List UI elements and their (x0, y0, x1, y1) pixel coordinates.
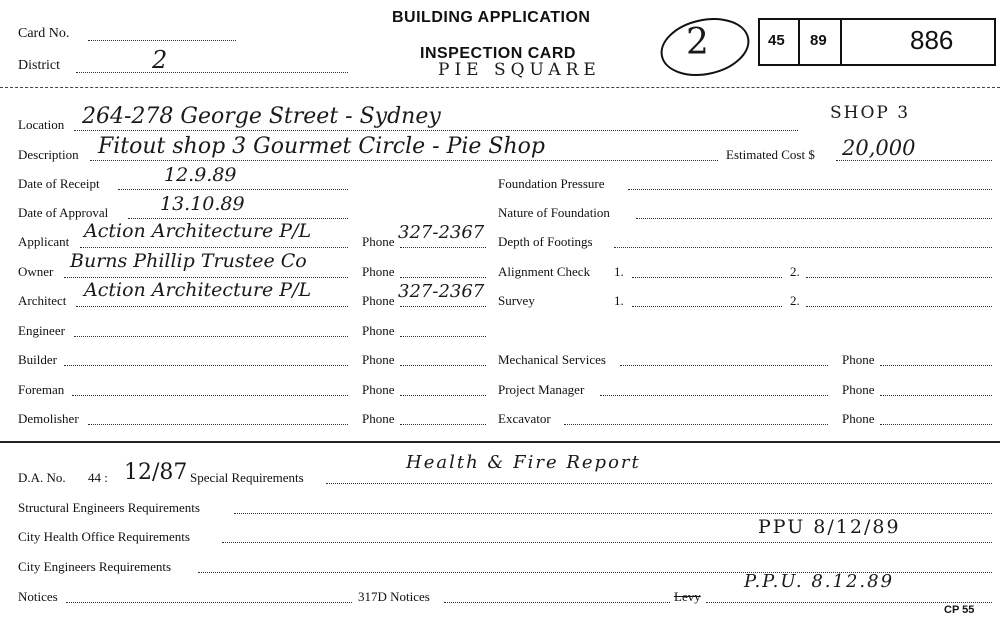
mechanical-phone-label: Phone (842, 352, 875, 367)
project-manager-phone-field[interactable] (880, 395, 992, 396)
estimated-cost-value: 20,000 (842, 136, 916, 160)
excavator-phone-field[interactable] (880, 424, 992, 425)
demolisher-phone-field[interactable] (400, 424, 486, 425)
date-receipt-field[interactable] (118, 189, 348, 190)
engineer-phone-field[interactable] (400, 336, 486, 337)
owner-phone-label: Phone (362, 264, 395, 279)
project-manager-field[interactable] (600, 395, 828, 396)
header-divider (0, 87, 1000, 88)
engineer-phone-label: Phone (362, 323, 395, 338)
notices-field[interactable] (66, 602, 352, 603)
notices-label: Notices (18, 589, 58, 604)
demolisher-phone-label: Phone (362, 411, 395, 426)
location-field[interactable] (74, 130, 798, 131)
special-requirements-value: Health & Fire Report (406, 452, 641, 473)
applicant-phone-field[interactable] (400, 247, 486, 248)
special-requirements-label: Special Requirements (190, 470, 304, 485)
description-value: Fitout shop 3 Gourmet Circle - Pie Shop (98, 134, 545, 159)
health-requirements-field[interactable] (222, 542, 992, 543)
applicant-value: Action Architecture P/L (84, 220, 312, 242)
structural-requirements-label: Structural Engineers Requirements (18, 500, 200, 515)
da-no-value: 44 : (88, 470, 108, 485)
survey-2-label: 2. (790, 293, 800, 308)
foreman-label: Foreman (18, 382, 65, 397)
foreman-phone-label: Phone (362, 382, 395, 397)
foundation-pressure-label: Foundation Pressure (498, 176, 605, 191)
engineer-label: Engineer (18, 323, 65, 338)
card-code-box (758, 18, 996, 66)
owner-phone-field[interactable] (400, 277, 486, 278)
mechanical-services-label: Mechanical Services (498, 352, 606, 367)
builder-phone-label: Phone (362, 352, 395, 367)
builder-phone-field[interactable] (400, 365, 486, 366)
estimated-cost-field[interactable] (836, 160, 992, 161)
architect-label: Architect (18, 293, 67, 308)
description-label: Description (18, 147, 79, 162)
notices-317d-label: 317D Notices (358, 589, 430, 604)
description-field[interactable] (90, 160, 718, 161)
date-approval-label: Date of Approval (18, 205, 109, 220)
notices-317d-field[interactable] (444, 602, 670, 603)
code-2: 89 (810, 32, 827, 49)
owner-field[interactable] (64, 277, 348, 278)
survey-2-field[interactable] (806, 306, 992, 307)
architect-value: Action Architecture P/L (84, 279, 312, 301)
levy-field[interactable] (706, 602, 992, 603)
date-approval-field[interactable] (128, 218, 348, 219)
form-code: CP 55 (944, 604, 975, 616)
mechanical-services-field[interactable] (620, 365, 828, 366)
location-value: 264-278 George Street - Sydney (82, 104, 441, 129)
levy-value: P.P.U. 8.12.89 (744, 571, 895, 592)
alignment-check-label: Alignment Check (498, 264, 591, 279)
city-engineers-label: City Engineers Requirements (18, 559, 172, 574)
code-1: 45 (768, 32, 785, 49)
owner-value: Burns Phillip Trustee Co (70, 250, 307, 272)
location-note: SHOP 3 (830, 103, 911, 123)
depth-footings-label: Depth of Footings (498, 234, 593, 249)
subtitle-handwritten: PIE SQUARE (438, 60, 601, 80)
survey-label: Survey (498, 293, 535, 308)
builder-label: Builder (18, 352, 57, 367)
card-no-field[interactable] (88, 40, 236, 41)
title-line-2: INSPECTION CARD (420, 45, 576, 62)
excavator-phone-label: Phone (842, 411, 875, 426)
district-value: 2 (152, 46, 168, 74)
nature-foundation-field[interactable] (636, 218, 992, 219)
da-no-handwritten: 12/87 (124, 460, 188, 485)
demolisher-field[interactable] (88, 424, 348, 425)
applicant-phone-value: 327-2367 (398, 222, 485, 243)
circled-number: 2 (686, 22, 709, 63)
owner-label: Owner (18, 264, 54, 279)
card-no-label: Card No. (18, 26, 70, 41)
date-receipt-value: 12.9.89 (164, 164, 237, 186)
da-no-label: D.A. No. (18, 470, 66, 485)
project-manager-phone-label: Phone (842, 382, 875, 397)
location-label: Location (18, 117, 65, 132)
health-requirements-value: PPU 8/12/89 (758, 516, 901, 538)
demolisher-label: Demolisher (18, 411, 79, 426)
nature-foundation-label: Nature of Foundation (498, 205, 610, 220)
applicant-label: Applicant (18, 234, 70, 249)
architect-phone-field[interactable] (400, 306, 486, 307)
title-line-1: BUILDING APPLICATION (392, 9, 591, 26)
levy-label: Levy (674, 589, 701, 604)
architect-field[interactable] (76, 306, 348, 307)
foreman-field[interactable] (72, 395, 348, 396)
depth-footings-field[interactable] (614, 247, 992, 248)
date-approval-value: 13.10.89 (160, 193, 245, 215)
structural-requirements-field[interactable] (234, 513, 992, 514)
builder-field[interactable] (64, 365, 348, 366)
alignment-check-1-label: 1. (614, 264, 624, 279)
architect-phone-value: 327-2367 (398, 281, 485, 302)
alignment-check-2-field[interactable] (806, 277, 992, 278)
district-field[interactable] (76, 72, 348, 73)
foreman-phone-field[interactable] (400, 395, 486, 396)
alignment-check-2-label: 2. (790, 264, 800, 279)
date-receipt-label: Date of Receipt (18, 176, 100, 191)
survey-1-field[interactable] (632, 306, 782, 307)
project-manager-label: Project Manager (498, 382, 585, 397)
applicant-phone-label: Phone (362, 234, 395, 249)
excavator-label: Excavator (498, 411, 551, 426)
architect-phone-label: Phone (362, 293, 395, 308)
engineer-field[interactable] (74, 336, 348, 337)
mechanical-phone-field[interactable] (880, 365, 992, 366)
special-requirements-field[interactable] (326, 483, 992, 484)
applicant-field[interactable] (80, 247, 348, 248)
section-divider (0, 441, 1000, 443)
survey-1-label: 1. (614, 293, 624, 308)
card-number: 886 (910, 25, 954, 55)
foundation-pressure-field[interactable] (628, 189, 992, 190)
excavator-field[interactable] (564, 424, 828, 425)
health-requirements-label: City Health Office Requirements (18, 529, 190, 544)
estimated-cost-label: Estimated Cost $ (726, 147, 815, 162)
alignment-check-1-field[interactable] (632, 277, 782, 278)
district-label: District (18, 58, 60, 73)
